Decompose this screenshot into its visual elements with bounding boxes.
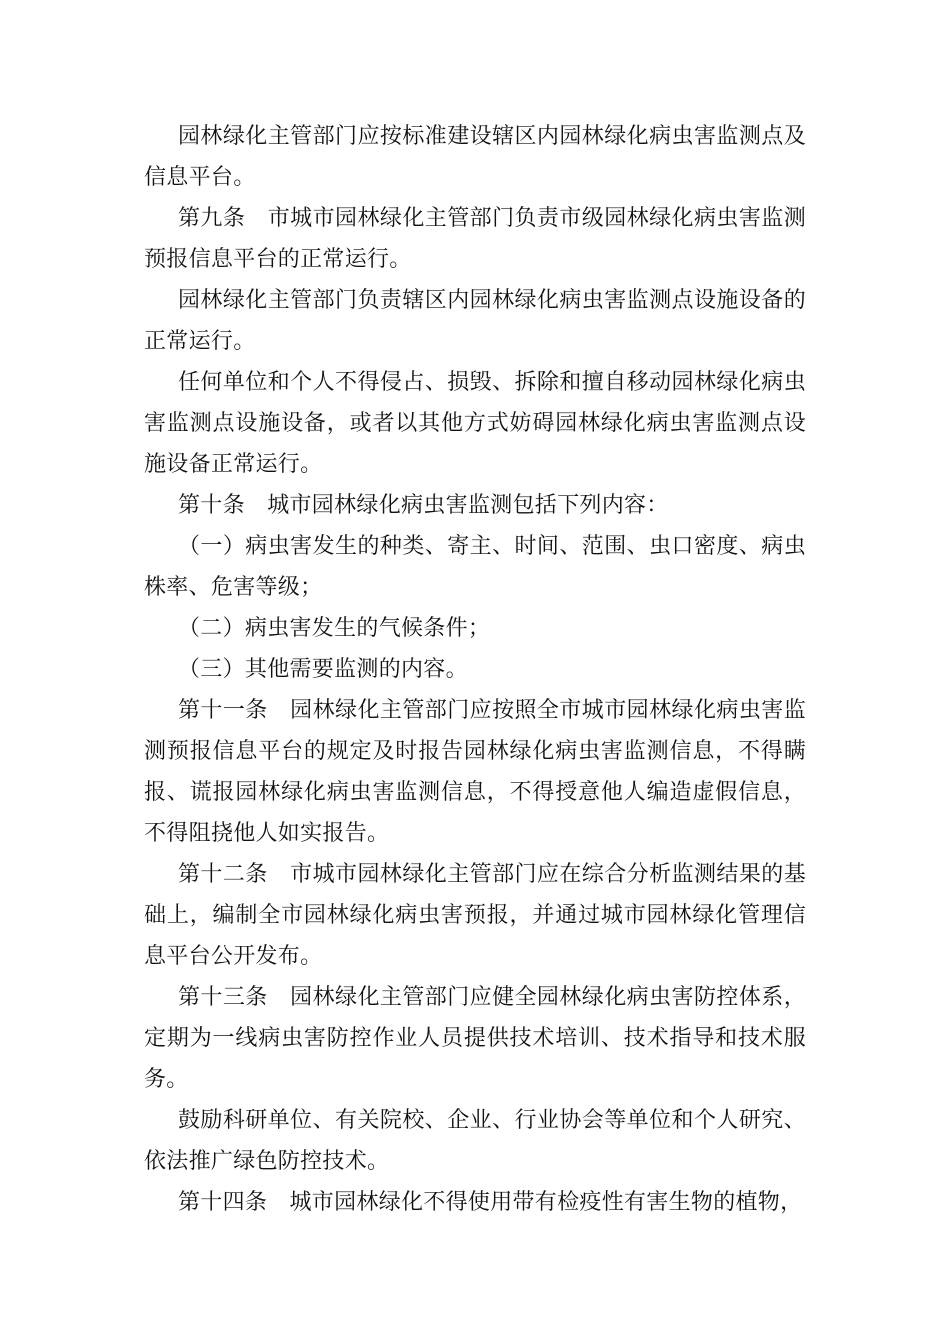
article-11: 第十一条 园林绿化主管部门应按照全市城市园林绿化病虫害监测预报信息平台的规定及时报告园林绿化病虫害监测信息，不得瞒报、谎报园林绿化病虫害监测信息，不得授意他人编造虚假信息，不得阻挠他人如实报告。 xyxy=(144,698,806,846)
article-14: 第十四条 城市园林绿化不得使用带有检疫性有害生物的植物， xyxy=(178,1190,803,1215)
article-10-item-3: （三）其他需要监测的内容。 xyxy=(178,657,468,682)
article-10-item-1: （一）病虫害发生的种类、寄主、时间、范围、虫口密度、病虫株率、危害等级； xyxy=(144,534,806,600)
document-body xyxy=(144,116,806,1223)
article-10: 第十条 城市园林绿化病虫害监测包括下列内容： xyxy=(178,493,669,518)
article-12: 第十二条 市城市园林绿化主管部门应在综合分析监测结果的基础上，编制全市园林绿化病虫害预报，并通过城市园林绿化管理信息平台公开发布。 xyxy=(144,862,806,969)
article-9: 第九条 市城市园林绿化主管部门负责市级园林绿化病虫害监测预报信息平台的正常运行。 xyxy=(144,206,806,272)
paragraph-no-obstruction: 任何单位和个人不得侵占、损毁、拆除和擅自移动园林绿化病虫害监测点设施设备，或者以其他方式妨碍园林绿化病虫害监测点设施设备正常运行。 xyxy=(144,370,806,477)
paragraph-monitoring-points: 园林绿化主管部门应按标准建设辖区内园林绿化病虫害监测点及信息平台。 xyxy=(144,124,806,190)
article-10-item-2: （二）病虫害发生的气候条件； xyxy=(178,616,491,641)
article-13: 第十三条 园林绿化主管部门应健全园林绿化病虫害防控体系，定期为一线病虫害防控作业人员提供技术培训、技术指导和技术服务。 xyxy=(144,985,806,1092)
paragraph-green-control: 鼓励科研单位、有关院校、企业、行业协会等单位和个人研究、依法推广绿色防控技术。 xyxy=(144,1108,806,1174)
paragraph-facility-operation: 园林绿化主管部门负责辖区内园林绿化病虫害监测点设施设备的正常运行。 xyxy=(144,288,806,354)
